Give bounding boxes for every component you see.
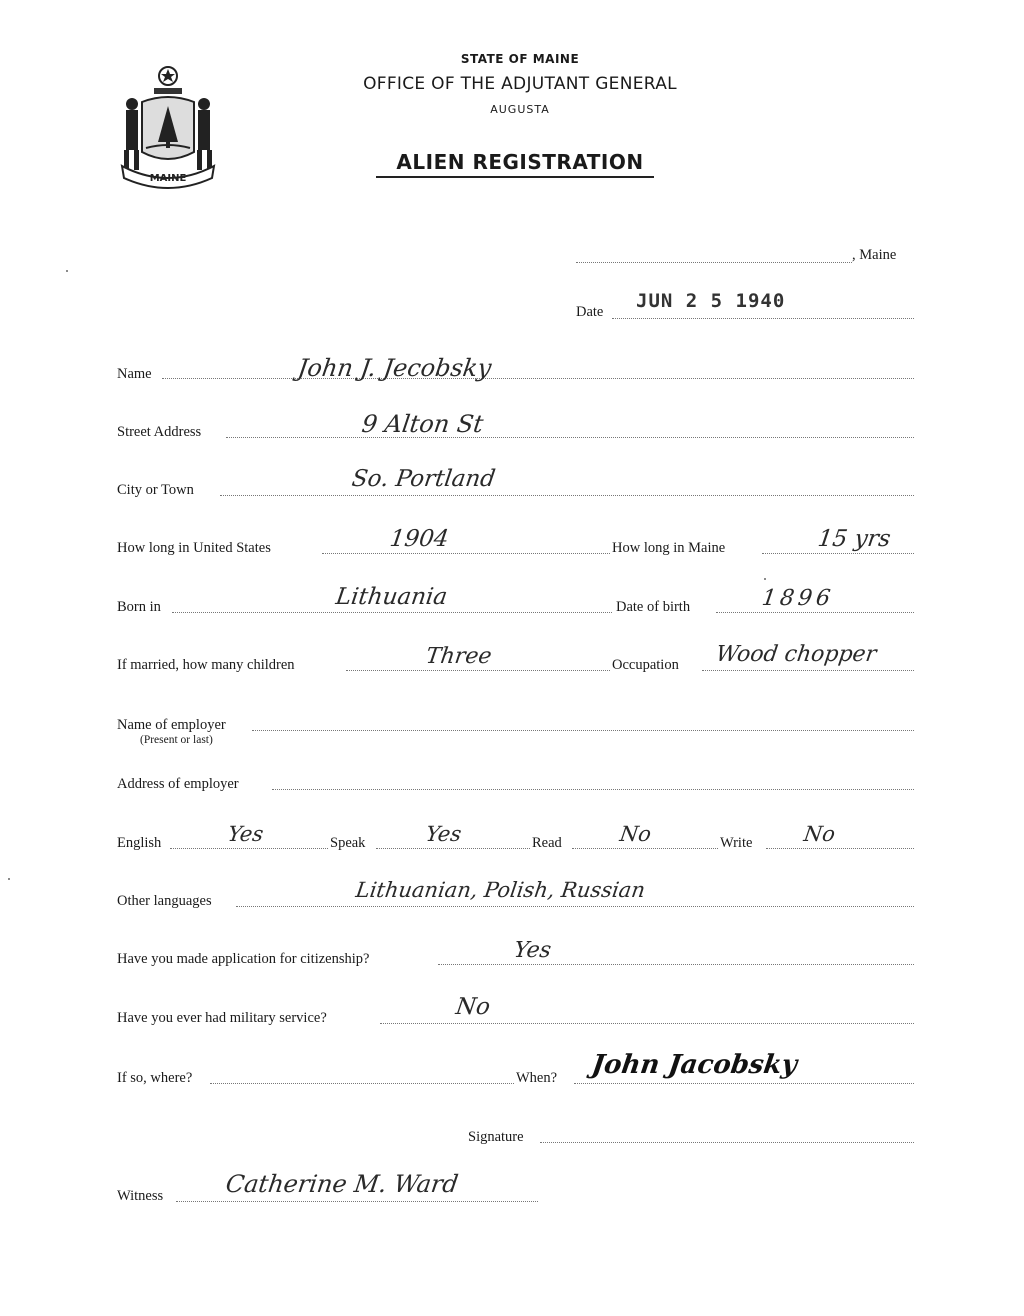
office-heading: OFFICE OF THE ADJUTANT GENERAL	[363, 74, 677, 94]
paper-speck	[66, 270, 68, 272]
witness-label: Witness	[117, 1188, 164, 1204]
street-label: Street Address	[117, 424, 202, 440]
applicant-signature: John Jacobsky	[589, 1050, 799, 1080]
speak-value: Yes	[424, 822, 463, 846]
citizenship-value: Yes	[512, 938, 553, 963]
occupation-label: Occupation	[612, 657, 679, 673]
city-heading: AUGUSTA	[490, 103, 550, 116]
other-languages-line	[236, 906, 914, 907]
seal-text: MAINE	[149, 173, 187, 184]
write-value: No	[802, 822, 837, 846]
citizenship-label: Have you made application for citizenship?	[117, 951, 370, 967]
born-in-line	[172, 612, 612, 613]
title-underline	[376, 176, 654, 178]
write-line	[766, 848, 914, 849]
street-value: 9 Alton St	[360, 410, 486, 438]
date-line	[612, 318, 914, 319]
citizenship-line	[438, 964, 914, 965]
date-of-birth-value: 1896	[760, 586, 836, 611]
how-long-us-line	[322, 553, 610, 554]
children-label: If married, how many children	[117, 657, 295, 673]
paper-speck	[8, 878, 10, 880]
children-value: Three	[424, 644, 494, 669]
date-stamp: JUN 2 5 1940	[636, 290, 786, 312]
town-line	[576, 262, 852, 263]
write-label: Write	[720, 835, 753, 851]
date-label: Date	[576, 304, 604, 320]
occupation-line	[702, 670, 914, 671]
witness-line	[176, 1201, 538, 1202]
how-long-us-label: How long in United States	[117, 540, 271, 556]
date-of-birth-line	[716, 612, 914, 613]
read-value: No	[618, 822, 653, 846]
signature-line	[540, 1142, 914, 1143]
name-label: Name	[117, 366, 152, 382]
paper-speck	[764, 578, 766, 580]
maine-label: , Maine	[852, 247, 897, 263]
employer-line	[252, 730, 914, 731]
employer-label: Name of employer	[117, 717, 226, 733]
other-languages-value: Lithuanian, Polish, Russian	[354, 878, 647, 902]
read-line	[572, 848, 718, 849]
english-label: English	[117, 835, 162, 851]
other-languages-label: Other languages	[117, 893, 212, 909]
state-seal-icon	[112, 62, 224, 190]
born-in-label: Born in	[117, 599, 161, 615]
page-title: ALIEN REGISTRATION	[396, 150, 644, 174]
date-of-birth-label: Date of birth	[616, 599, 691, 615]
where-label: If so, where?	[117, 1070, 193, 1086]
state-heading: STATE OF MAINE	[460, 52, 580, 66]
how-long-maine-line	[762, 553, 914, 554]
witness-value: Catherine M. Ward	[224, 1170, 460, 1198]
employer-address-line	[272, 789, 914, 790]
military-value: No	[454, 994, 492, 1020]
english-value: Yes	[226, 822, 265, 846]
how-long-maine-label: How long in Maine	[612, 540, 726, 556]
how-long-maine-value: 15 yrs	[816, 526, 893, 552]
employer-note: (Present or last)	[140, 734, 213, 746]
children-line	[346, 670, 610, 671]
speak-line	[376, 848, 530, 849]
name-value: John J. Jecobsky	[296, 354, 494, 382]
signature-label: Signature	[468, 1129, 524, 1145]
when-line	[574, 1083, 914, 1084]
speak-label: Speak	[330, 835, 366, 851]
city-label: City or Town	[117, 482, 194, 498]
military-label: Have you ever had military service?	[117, 1010, 327, 1026]
born-in-value: Lithuania	[334, 584, 449, 610]
when-label: When?	[516, 1070, 558, 1086]
city-value: So. Portland	[350, 466, 497, 492]
occupation-value: Wood chopper	[714, 642, 878, 667]
street-line	[226, 437, 914, 438]
employer-address-label: Address of employer	[117, 776, 239, 792]
city-line	[220, 495, 914, 496]
english-line	[170, 848, 328, 849]
military-line	[380, 1023, 914, 1024]
how-long-us-value: 1904	[388, 526, 451, 552]
read-label: Read	[532, 835, 562, 851]
where-line	[210, 1083, 514, 1084]
name-line	[162, 378, 914, 379]
